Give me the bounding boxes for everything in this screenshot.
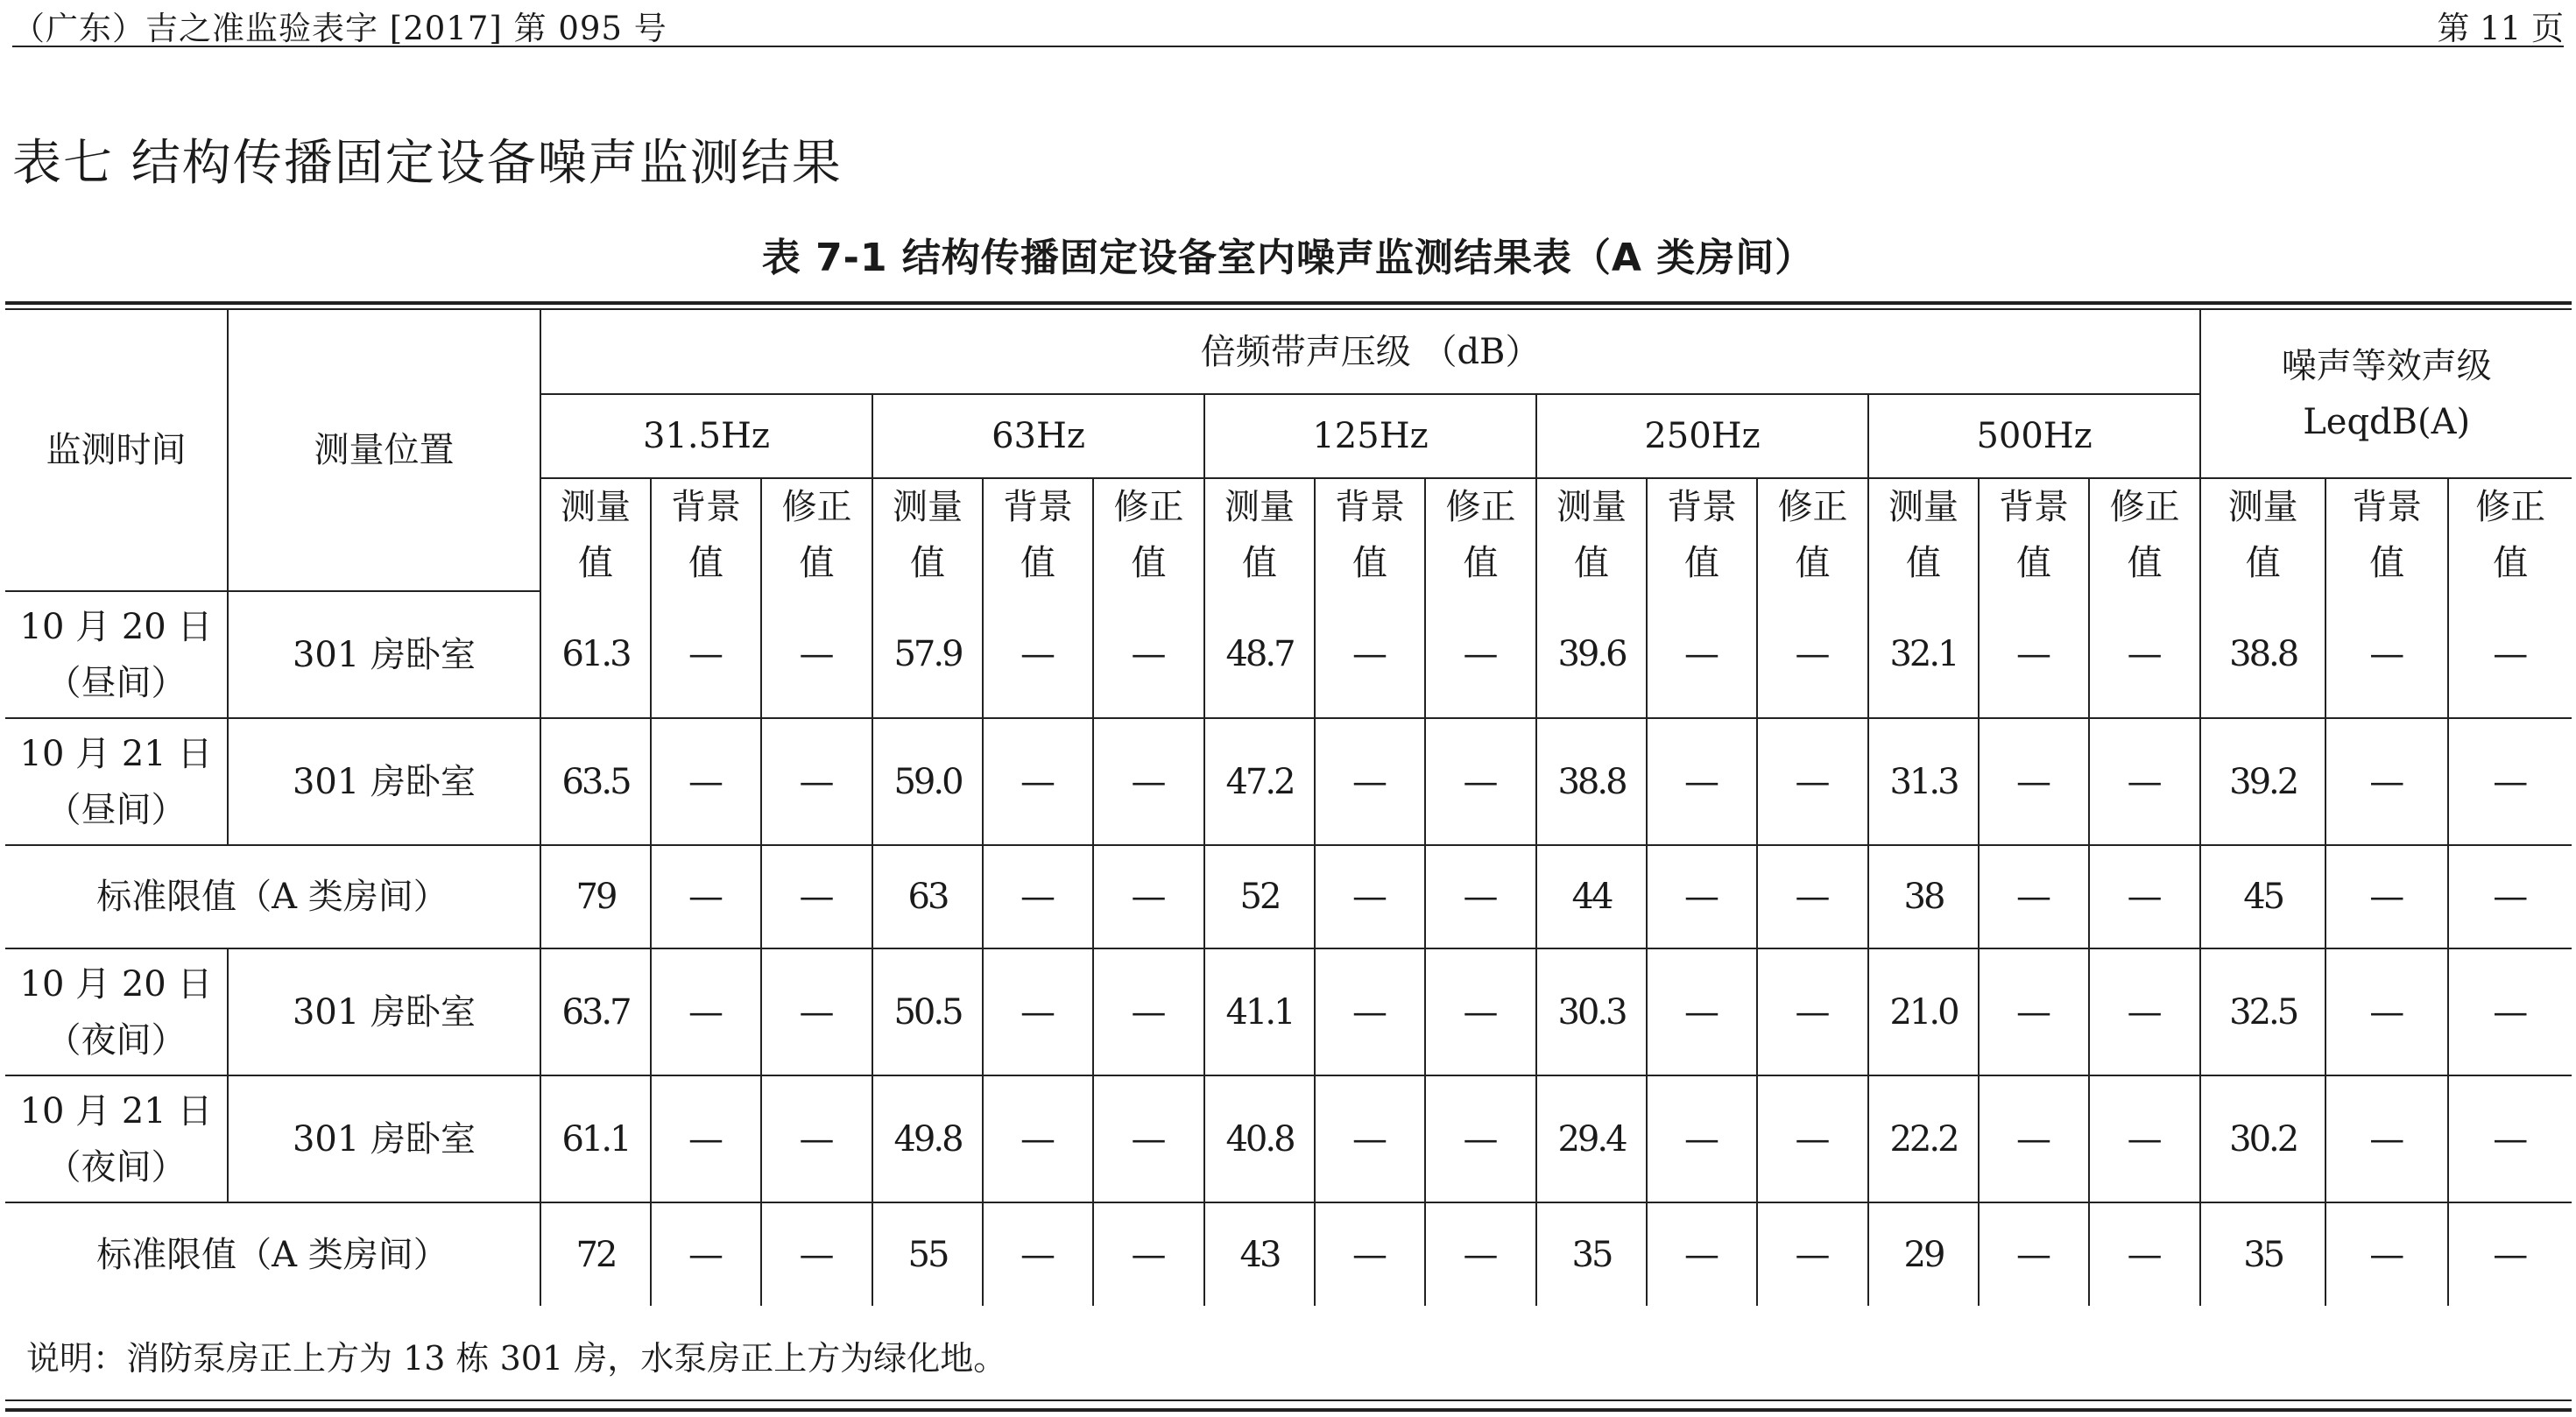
cell-background-value: — [1979, 1202, 2089, 1306]
cell-measured-value: 38.8 [2200, 591, 2325, 718]
cell-background-value: — [1647, 1202, 1757, 1306]
sub-header-line2: 值 [1795, 543, 1831, 583]
sub-header-line2: 值 [1906, 543, 1941, 583]
sub-header-line2: 值 [1242, 543, 1277, 583]
cell-corrected-value: — [761, 718, 872, 845]
cell-monitoring-time [5, 948, 228, 1075]
cell-background-value: — [1647, 591, 1757, 718]
sub-header-2-0 [1204, 478, 1315, 591]
sub-header-line2: 值 [1684, 543, 1719, 583]
cell-measured-value: 72 [540, 1202, 651, 1306]
cell-background-value: — [1647, 845, 1757, 948]
sub-header-line2: 值 [2245, 543, 2281, 583]
sub-header-line2: 值 [578, 543, 613, 583]
cell-date: 10 月 20 日 [19, 963, 213, 1005]
cell-background-value: — [983, 1202, 1093, 1306]
cell-background-value: — [1979, 845, 2089, 948]
sub-header-line2: 值 [799, 543, 835, 583]
cell-measured-value: 22.2 [1868, 1075, 1979, 1202]
sub-header-line1: 修正 [2109, 487, 2180, 527]
cell-corrected-value: — [1425, 948, 1536, 1075]
cell-measured-value: 39.2 [2200, 718, 2325, 845]
header-band-3: 250Hz [1536, 394, 1868, 478]
cell-background-value: — [983, 845, 1093, 948]
cell-measured-value: 40.8 [1204, 1075, 1315, 1202]
cell-corrected-value: — [761, 845, 872, 948]
sub-header-line1: 测量 [1888, 487, 1958, 527]
header-equivalent-level [2200, 310, 2572, 478]
sub-header-5-1 [2325, 478, 2448, 591]
sub-header-5-0 [2200, 478, 2325, 591]
cell-measured-value: 30.2 [2200, 1075, 2325, 1202]
cell-background-value: — [1979, 948, 2089, 1075]
cell-corrected-value: — [1093, 1202, 1204, 1306]
cell-corrected-value: — [1757, 948, 1868, 1075]
cell-corrected-value: — [1093, 718, 1204, 845]
cell-corrected-value: — [1425, 591, 1536, 718]
sub-header-line2: 值 [1352, 543, 1387, 583]
sub-header-line1: 背景 [1667, 487, 1737, 527]
cell-measured-value: 21.0 [1868, 948, 1979, 1075]
sub-header-0-0 [540, 478, 651, 591]
table-row [5, 1075, 2572, 1202]
cell-measured-value: 41.1 [1204, 948, 1315, 1075]
cell-measured-value: 48.7 [1204, 591, 1315, 718]
cell-location: 301 房卧室 [228, 948, 540, 1075]
cell-measured-value: 52 [1204, 845, 1315, 948]
cell-corrected-value: — [761, 1075, 872, 1202]
sub-header-line1: 修正 [781, 487, 852, 527]
sub-header-4-2 [2089, 478, 2200, 591]
cell-corrected-value: — [2089, 591, 2200, 718]
cell-corrected-value: — [761, 591, 872, 718]
cell-background-value: — [651, 718, 761, 845]
cell-monitoring-time [5, 1075, 228, 1202]
sub-header-4-1 [1979, 478, 2089, 591]
cell-background-value: — [651, 845, 761, 948]
cell-background-value: — [2325, 1075, 2448, 1202]
cell-background-value: — [1315, 845, 1425, 948]
cell-measured-value: 57.9 [872, 591, 983, 718]
sub-header-4-0 [1868, 478, 1979, 591]
cell-background-value: — [1315, 591, 1425, 718]
cell-corrected-value: — [761, 1202, 872, 1306]
sub-header-3-0 [1536, 478, 1647, 591]
table-row [5, 718, 2572, 845]
cell-background-value: — [651, 591, 761, 718]
section-title: 表七 结构传播固定设备噪声监测结果 [12, 135, 843, 192]
cell-measured-value: 79 [540, 845, 651, 948]
sub-header-line2: 值 [910, 543, 945, 583]
cell-corrected-value: — [2089, 948, 2200, 1075]
cell-background-value: — [2325, 1202, 2448, 1306]
cell-measured-value: 45 [2200, 845, 2325, 948]
header-equivalent-level-name: 噪声等效声级 [2281, 345, 2492, 386]
cell-background-value: — [651, 1202, 761, 1306]
cell-background-value: — [983, 948, 1093, 1075]
cell-background-value: — [1979, 718, 2089, 845]
sub-header-line1: 修正 [1777, 487, 1848, 527]
cell-measured-value: 43 [1204, 1202, 1315, 1306]
cell-period: （夜间） [46, 1019, 187, 1061]
sub-header-line2: 值 [688, 543, 723, 583]
cell-background-value: — [651, 948, 761, 1075]
cell-background-value: — [983, 591, 1093, 718]
table-row [5, 948, 2572, 1075]
cell-measured-value: 44 [1536, 845, 1647, 948]
cell-corrected-value: — [1757, 845, 1868, 948]
sub-header-line1: 背景 [1003, 487, 1073, 527]
cell-measured-value: 55 [872, 1202, 983, 1306]
cell-measured-value: 35 [2200, 1202, 2325, 1306]
cell-background-value: — [1315, 718, 1425, 845]
cell-background-value: — [1647, 718, 1757, 845]
cell-corrected-value: — [2089, 718, 2200, 845]
sub-header-1-1 [983, 478, 1093, 591]
limit-row [5, 845, 2572, 948]
sub-header-line1: 背景 [1335, 487, 1405, 527]
header-band-2: 125Hz [1204, 394, 1536, 478]
bottom-rule-inner [5, 1399, 2572, 1401]
cell-corrected-value: — [1425, 1075, 1536, 1202]
cell-measured-value: 39.6 [1536, 591, 1647, 718]
header-band-0: 31.5Hz [540, 394, 872, 478]
cell-corrected-value: — [761, 948, 872, 1075]
sub-header-2-1 [1315, 478, 1425, 591]
cell-measured-value: 38.8 [1536, 718, 1647, 845]
sub-header-line1: 测量 [1224, 487, 1295, 527]
cell-measured-value: 35 [1536, 1202, 1647, 1306]
cell-measured-value: 32.5 [2200, 948, 2325, 1075]
sub-header-line1: 测量 [2227, 487, 2298, 527]
cell-corrected-value: — [2089, 845, 2200, 948]
page-header [12, 0, 2564, 47]
cell-location: 301 房卧室 [228, 591, 540, 718]
cell-measured-value: 47.2 [1204, 718, 1315, 845]
document-number: （广东）吉之准监验表字 [2017] 第 095 号 [12, 10, 667, 47]
page-number: 第 11 页 [2437, 10, 2564, 47]
bottom-rule [5, 1408, 2572, 1412]
cell-measured-value: 31.3 [1868, 718, 1979, 845]
cell-corrected-value: — [2448, 718, 2572, 845]
cell-corrected-value: — [1093, 1075, 1204, 1202]
cell-background-value: — [1979, 591, 2089, 718]
cell-corrected-value: — [1425, 845, 1536, 948]
cell-measured-value: 63 [872, 845, 983, 948]
cell-background-value: — [651, 1075, 761, 1202]
cell-measured-value: 49.8 [872, 1075, 983, 1202]
cell-corrected-value: — [1757, 591, 1868, 718]
sub-header-line2: 值 [2016, 543, 2051, 583]
sub-header-line2: 值 [2127, 543, 2163, 583]
cell-corrected-value: — [1757, 1202, 1868, 1306]
sub-header-5-2 [2448, 478, 2572, 591]
cell-period: （昼间） [46, 789, 187, 830]
sub-header-line2: 值 [2369, 543, 2405, 583]
sub-header-line1: 修正 [1113, 487, 1184, 527]
sub-header-line1: 背景 [671, 487, 741, 527]
cell-corrected-value: — [1093, 845, 1204, 948]
cell-corrected-value: — [1093, 948, 1204, 1075]
cell-measured-value: 63.7 [540, 948, 651, 1075]
cell-period: （昼间） [46, 662, 187, 703]
cell-measured-value: 29.4 [1536, 1075, 1647, 1202]
limit-row [5, 1202, 2572, 1306]
cell-background-value: — [1647, 1075, 1757, 1202]
cell-monitoring-time [5, 718, 228, 845]
sub-header-line2: 值 [1020, 543, 1055, 583]
cell-limit-label: 标准限值（A 类房间） [5, 1202, 540, 1306]
cell-background-value: — [1315, 1202, 1425, 1306]
sub-header-line2: 值 [1463, 543, 1499, 583]
header-band-1: 63Hz [872, 394, 1204, 478]
cell-corrected-value: — [1757, 1075, 1868, 1202]
cell-corrected-value: — [1093, 591, 1204, 718]
cell-background-value: — [2325, 718, 2448, 845]
cell-location: 301 房卧室 [228, 718, 540, 845]
sub-header-3-1 [1647, 478, 1757, 591]
cell-measured-value: 61.3 [540, 591, 651, 718]
cell-corrected-value: — [2089, 1075, 2200, 1202]
sub-header-3-2 [1757, 478, 1868, 591]
table-note: 说明：消防泵房正上方为 13 栋 301 房，水泵房正上方为绿化地。 [26, 1339, 1007, 1378]
sub-header-2-2 [1425, 478, 1536, 591]
table-caption: 表 7-1 结构传播固定设备室内噪声监测结果表（A 类房间） [761, 236, 1815, 280]
cell-corrected-value: — [1425, 1202, 1536, 1306]
cell-corrected-value: — [1757, 718, 1868, 845]
header-band-4: 500Hz [1868, 394, 2200, 478]
cell-monitoring-time [5, 591, 228, 718]
cell-corrected-value: — [2089, 1202, 2200, 1306]
cell-measured-value: 61.1 [540, 1075, 651, 1202]
sub-header-1-2 [1093, 478, 1204, 591]
cell-background-value: — [2325, 948, 2448, 1075]
cell-corrected-value: — [1425, 718, 1536, 845]
table-row [5, 591, 2572, 718]
sub-header-line1: 修正 [2475, 487, 2546, 527]
cell-corrected-value: — [2448, 1202, 2572, 1306]
cell-background-value: — [1647, 948, 1757, 1075]
sub-header-line2: 值 [2493, 543, 2529, 583]
sub-header-line1: 测量 [561, 487, 631, 527]
cell-background-value: — [1979, 1075, 2089, 1202]
cell-measured-value: 63.5 [540, 718, 651, 845]
header-octave-band-spl: 倍频带声压级 （dB） [540, 310, 2200, 394]
cell-date: 10 月 20 日 [19, 606, 213, 647]
cell-limit-label: 标准限值（A 类房间） [5, 845, 540, 948]
sub-header-line1: 背景 [1999, 487, 2069, 527]
cell-background-value: — [2325, 591, 2448, 718]
cell-date: 10 月 21 日 [19, 733, 213, 774]
sub-header-line2: 值 [1574, 543, 1609, 583]
cell-corrected-value: — [2448, 591, 2572, 718]
cell-period: （夜间） [46, 1146, 187, 1188]
table-top-rule [5, 301, 2572, 305]
header-equivalent-level-unit: LeqdB(A) [2303, 401, 2471, 442]
sub-header-line2: 值 [1131, 543, 1167, 583]
cell-measured-value: 29 [1868, 1202, 1979, 1306]
cell-location: 301 房卧室 [228, 1075, 540, 1202]
sub-header-1-0 [872, 478, 983, 591]
sub-header-0-1 [651, 478, 761, 591]
cell-corrected-value: — [2448, 948, 2572, 1075]
cell-background-value: — [2325, 845, 2448, 948]
cell-measured-value: 30.3 [1536, 948, 1647, 1075]
cell-background-value: — [983, 718, 1093, 845]
cell-date: 10 月 21 日 [19, 1090, 213, 1131]
cell-measured-value: 38 [1868, 845, 1979, 948]
header-measurement-location: 测量位置 [228, 310, 540, 591]
cell-background-value: — [1315, 1075, 1425, 1202]
sub-header-line1: 背景 [2352, 487, 2423, 527]
cell-measured-value: 32.1 [1868, 591, 1979, 718]
cell-corrected-value: — [2448, 1075, 2572, 1202]
sub-header-line1: 测量 [893, 487, 963, 527]
cell-measured-value: 59.0 [872, 718, 983, 845]
cell-background-value: — [1315, 948, 1425, 1075]
sub-header-line1: 测量 [1556, 487, 1627, 527]
cell-corrected-value: — [2448, 845, 2572, 948]
noise-results-table [5, 310, 2572, 1306]
sub-header-line1: 修正 [1445, 487, 1516, 527]
cell-measured-value: 50.5 [872, 948, 983, 1075]
cell-background-value: — [983, 1075, 1093, 1202]
header-monitoring-time: 监测时间 [5, 310, 228, 591]
sub-header-0-2 [761, 478, 872, 591]
